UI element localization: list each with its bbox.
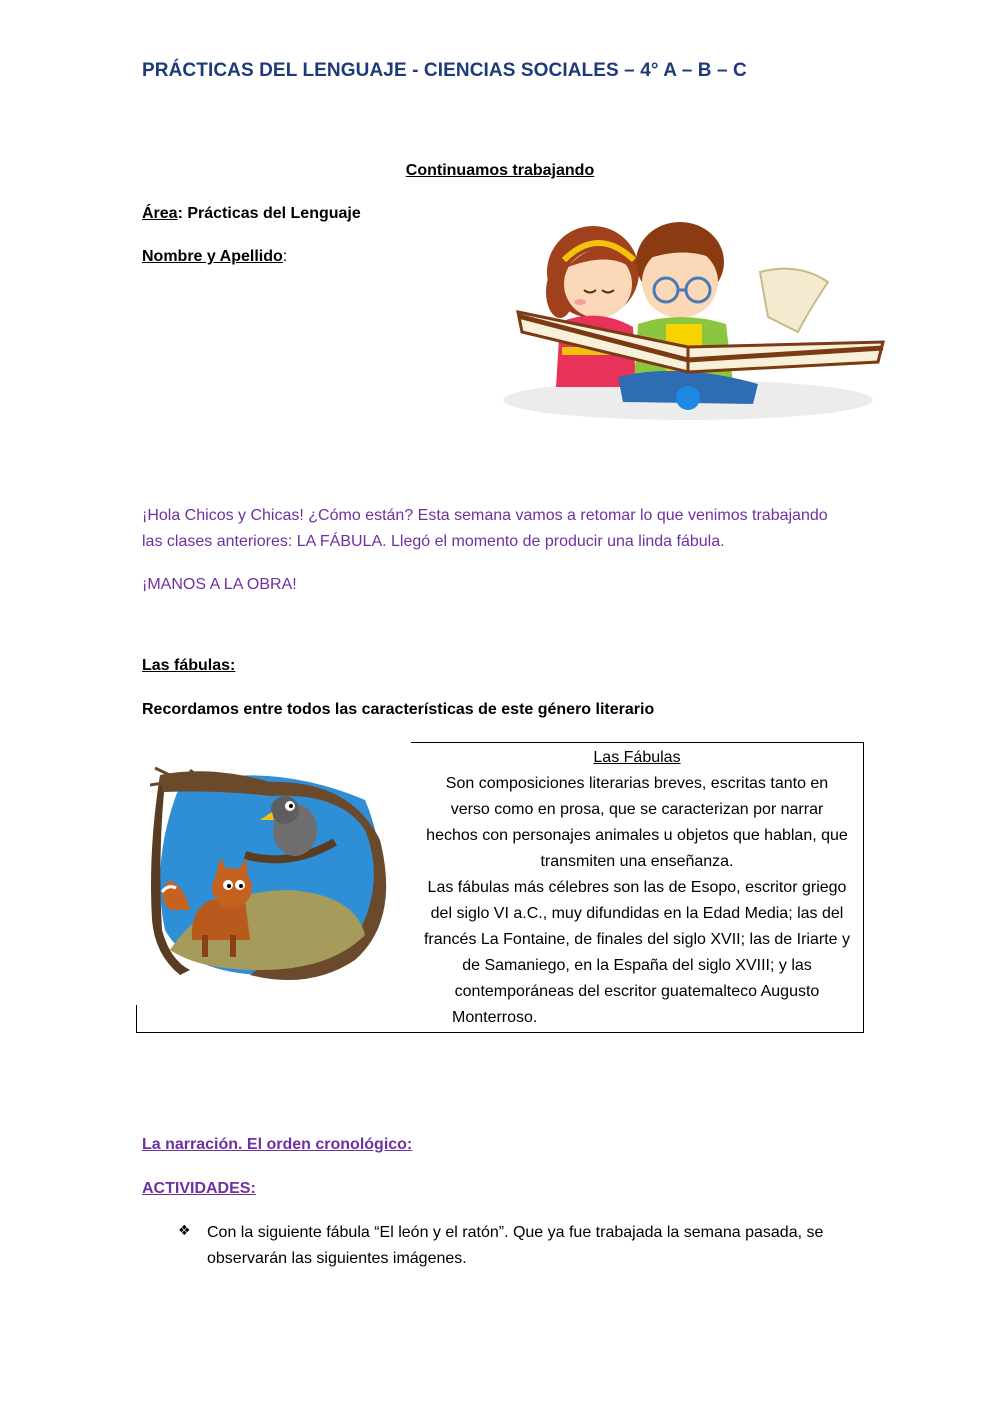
box-border-bottom — [136, 1032, 864, 1033]
box-line: contemporáneas del escritor guatemalteco Augusto — [454, 983, 820, 1000]
fabulas-subheading: Recordamos entre todos las características de este género literario — [142, 701, 655, 718]
box-title: Las Fábulas — [593, 749, 681, 766]
activity-line-2: observarán las siguientes imágenes. — [207, 1250, 467, 1267]
box-line: Las fábulas más célebres son las de Esopo, escritor griego — [427, 879, 847, 896]
actividades-heading: ACTIVIDADES: — [142, 1180, 256, 1197]
box-line: hechos con personajes animales u objetos que hablan, que — [426, 827, 848, 844]
name-field — [142, 248, 287, 266]
narracion-heading: La narración. El orden cronológico: — [142, 1136, 413, 1153]
manos-a-la-obra: ¡MANOS A LA OBRA! — [142, 576, 297, 593]
box-border-top — [411, 742, 863, 743]
kids-reading-illustration — [498, 212, 890, 424]
box-line: transmiten una enseñanza. — [540, 853, 734, 870]
box-line: de Samaniego, en la España del siglo XVIII; y las — [462, 957, 812, 974]
diamond-bullet-icon: ❖ — [178, 1222, 191, 1238]
name-value: : — [282, 248, 288, 265]
page-title: PRÁCTICAS DEL LENGUAJE - CIENCIAS SOCIALES – 4° A – B – C — [142, 60, 747, 81]
intro-line-1: ¡Hola Chicos y Chicas! ¿Cómo están? Esta semana vamos a retomar lo que venimos trabajando — [142, 507, 828, 524]
area-label: Área — [142, 205, 178, 222]
box-border-right — [863, 742, 864, 1032]
fabulas-definition-box — [411, 745, 863, 1031]
area-field — [142, 205, 361, 223]
box-line: verso como en prosa, que se caracterizan por narrar — [450, 801, 824, 818]
fabulas-heading: Las fábulas: — [142, 657, 236, 674]
box-border-left — [136, 1005, 137, 1032]
activity-line-1: Con la siguiente fábula “El león y el ratón”. Que ya fue trabajada la semana pasada, se — [207, 1224, 824, 1241]
fox-and-crow-illustration — [150, 760, 400, 990]
intro-line-2: las clases anteriores: LA FÁBULA. Llegó el momento de producir una linda fábula. — [142, 533, 725, 550]
section-subtitle: Continuamos trabajando — [405, 162, 595, 179]
intro-paragraph — [142, 503, 872, 555]
box-line: del siglo VI a.C., muy difundidas en la Edad Media; las del — [430, 905, 844, 922]
name-label: Nombre y Apellido — [142, 248, 283, 265]
box-line: francés La Fontaine, de finales del siglo XVII; las de Iriarte y — [423, 931, 850, 948]
activity-item — [207, 1220, 872, 1272]
area-value: : Prácticas del Lenguaje — [177, 205, 361, 222]
box-line: Son composiciones literarias breves, escritas tanto en — [445, 775, 829, 792]
box-line: Monterroso. — [452, 1009, 538, 1026]
